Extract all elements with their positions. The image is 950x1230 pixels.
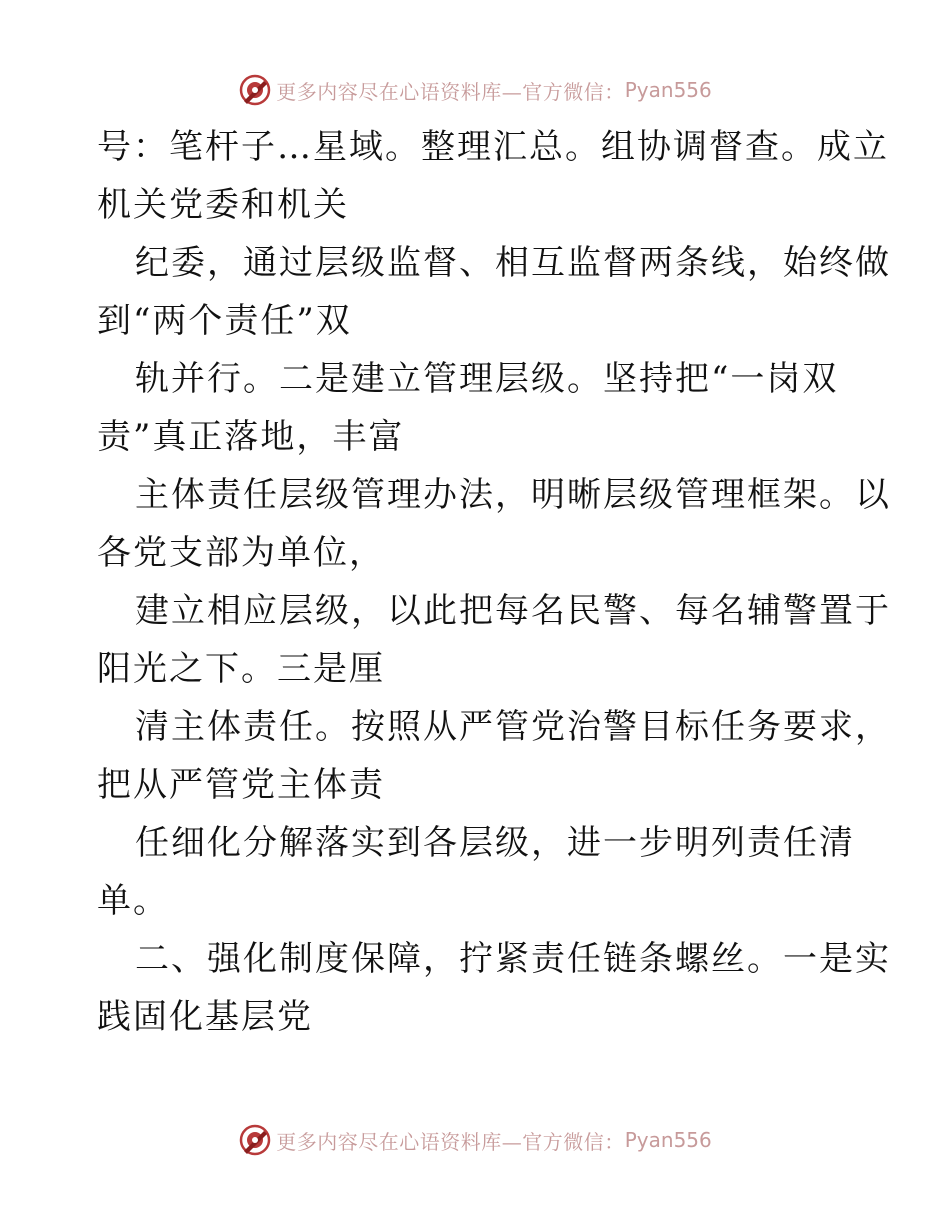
text-line: 任细化分解落实到各层级，进一步明列责任清	[135, 823, 855, 863]
wechat-id: Pyan556	[624, 1128, 712, 1152]
text-line: 主体责任层级管理办法，明晰层级管理框架。以	[135, 475, 891, 515]
text-line: 把从严管党主体责	[97, 765, 385, 805]
text-line: 各党支部为单位，	[97, 533, 385, 573]
seal-pen-icon	[238, 73, 272, 107]
text-line: 建立相应层级，以此把每名民警、每名辅警置于	[135, 591, 891, 631]
text-line: 号：笔杆子…星域。整理汇总。组协调督查。成立	[97, 127, 889, 167]
text-line: 单。	[97, 881, 169, 921]
banner-text: 更多内容尽在心语资料库—官方微信：	[276, 79, 625, 104]
text-line: 到“两个责任”双	[97, 301, 352, 341]
text-line: 践固化基层党	[97, 997, 313, 1037]
seal-pen-icon	[238, 1123, 272, 1157]
banner-text: 更多内容尽在心语资料库—官方微信：	[276, 1129, 625, 1154]
text-line: 纪委，通过层级监督、相互监督两条线，始终做	[135, 243, 891, 283]
text-line: 二、强化制度保障，拧紧责任链条螺丝。一是实	[135, 939, 891, 979]
footer-banner	[0, 1120, 950, 1160]
wechat-id: Pyan556	[624, 78, 712, 102]
text-line: 阳光之下。三是厘	[97, 649, 385, 689]
header-banner	[0, 70, 950, 110]
text-line: 责”真正落地，丰富	[97, 417, 405, 457]
text-line: 机关党委和机关	[97, 185, 349, 225]
text-line: 清主体责任。按照从严管党治警目标任务要求，	[135, 707, 891, 747]
document-body	[97, 118, 891, 1046]
text-line: 轨并行。二是建立管理层级。坚持把“一岗双	[135, 359, 839, 399]
